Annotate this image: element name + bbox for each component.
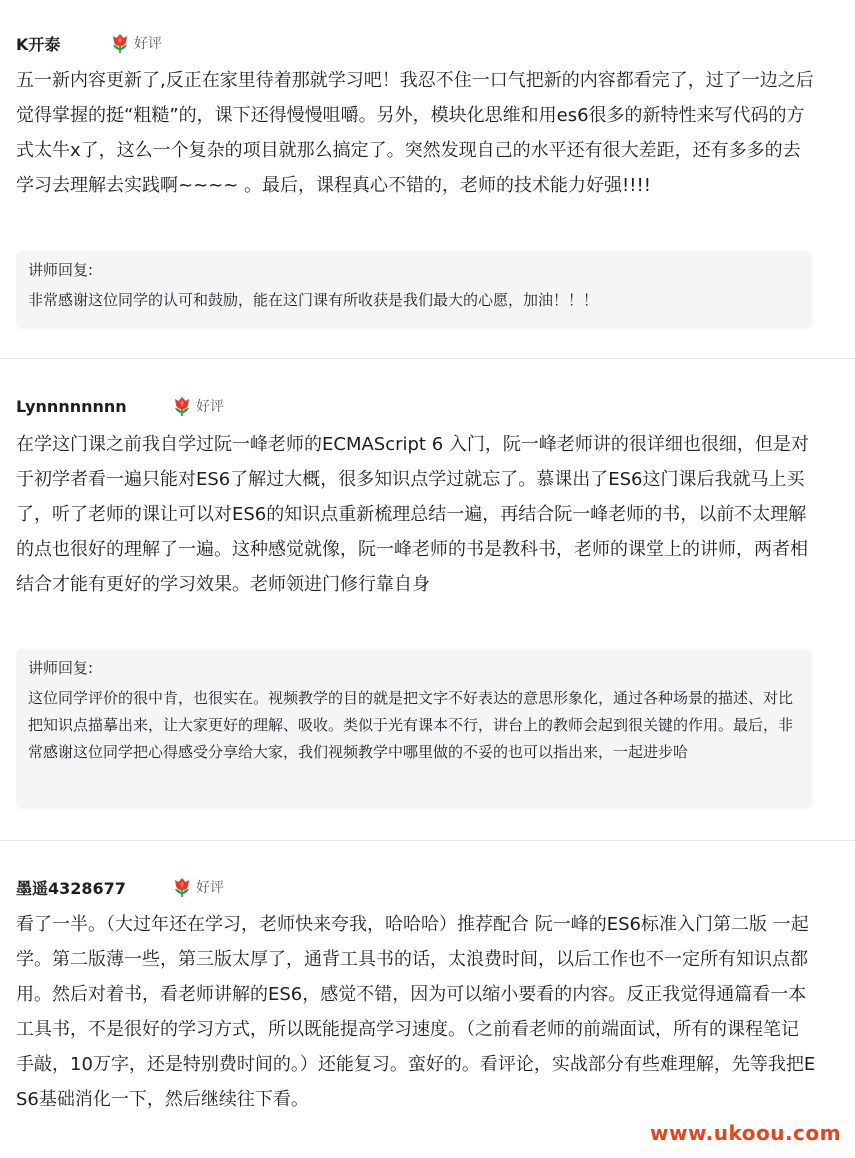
review-header <box>16 875 224 899</box>
divider <box>0 840 855 841</box>
rating-label: 好评 <box>134 36 162 52</box>
username[interactable]: Lynnnnnnnn <box>16 396 127 416</box>
username[interactable]: 墨遥4328677 <box>16 878 126 898</box>
review-header <box>16 394 224 418</box>
reply-label: 讲师回复: <box>28 659 94 677</box>
rating-badge <box>110 32 162 54</box>
teacher-reply <box>16 649 812 809</box>
review-content: 看了一半。（大过年还在学习，老师快来夸我，哈哈哈）推荐配合 阮一峰的ES6标准入门第二版 一起学。第二版薄一些，第三版太厚了，通背工具书的话，太浪费时间，以后工作也不一定所有知识点都用。然后对着书，看老师讲解的ES6，感觉不错，因为可以缩小要看的内容。反正我觉得通篇看一本工具书，不是很好的学习方式，所以既能提高学习速度。（之前看老师的前端面试，所有的课程笔记手敲，10万字，还是特别费时间的。）还能复习。蛮好的。看评论，实战部分有些难理解，先等我把ES6基础消化一下，然后继续往下看。 <box>16 914 816 1110</box>
flower-icon <box>172 876 192 898</box>
reply-content: 非常感谢这位同学的认可和鼓励，能在这门课有所收获是我们最大的心愿，加油！！！ <box>28 291 599 309</box>
review-content: 五一新内容更新了,反正在家里待着那就学习吧！我忍不住一口气把新的内容都看完了，过了一边之后觉得掌握的挺“粗糙”的，课下还得慢慢咀嚼。另外，模块化思维和用es6很多的新特性来写代码的方式太牛x了，这么一个复杂的项目就那么搞定了。突然发现自己的水平还有很大差距，还有多多的去学习去理解去实践啊~~~~ 。最后，课程真心不错的，老师的技术能力好强!!!! <box>16 70 814 196</box>
rating-badge <box>172 395 224 417</box>
teacher-reply <box>16 251 812 329</box>
divider <box>0 358 855 359</box>
rating-label: 好评 <box>196 880 224 896</box>
review-header <box>16 31 162 55</box>
watermark: www.ukoou.com <box>649 1121 841 1145</box>
review-content: 在学这门课之前我自学过阮一峰老师的ECMAScript 6 入门，阮一峰老师讲的很详细也很细，但是对于初学者看一遍只能对ES6了解过大概，很多知识点学过就忘了。慕课出了ES6这门课后我就马上买了，听了老师的课让可以对ES6的知识点重新梳理总结一遍，再结合阮一峰老师的书，以前不太理解的点也很好的理解了一遍。这种感觉就像，阮一峰老师的书是教科书，老师的课堂上的讲师，两者相结合才能有更好的学习效果。老师领进门修行靠自身 <box>16 434 809 595</box>
reply-label: 讲师回复: <box>28 261 94 279</box>
username[interactable]: K开泰 <box>16 34 61 54</box>
rating-badge <box>172 876 224 898</box>
rating-label: 好评 <box>196 399 224 415</box>
reply-content: 这位同学评价的很中肯，也很实在。视频教学的目的就是把文字不好表达的意思形象化，通过各种场景的描述、对比把知识点描摹出来，让大家更好的理解、吸收。类似于光有课本不行，讲台上的教师会起到很关键的作用。最后，非常感谢这位同学把心得感受分享给大家，我们视频教学中哪里做的不妥的也可以指出来，一起进步哈 <box>28 689 794 761</box>
flower-icon <box>172 395 192 417</box>
flower-icon <box>110 32 130 54</box>
